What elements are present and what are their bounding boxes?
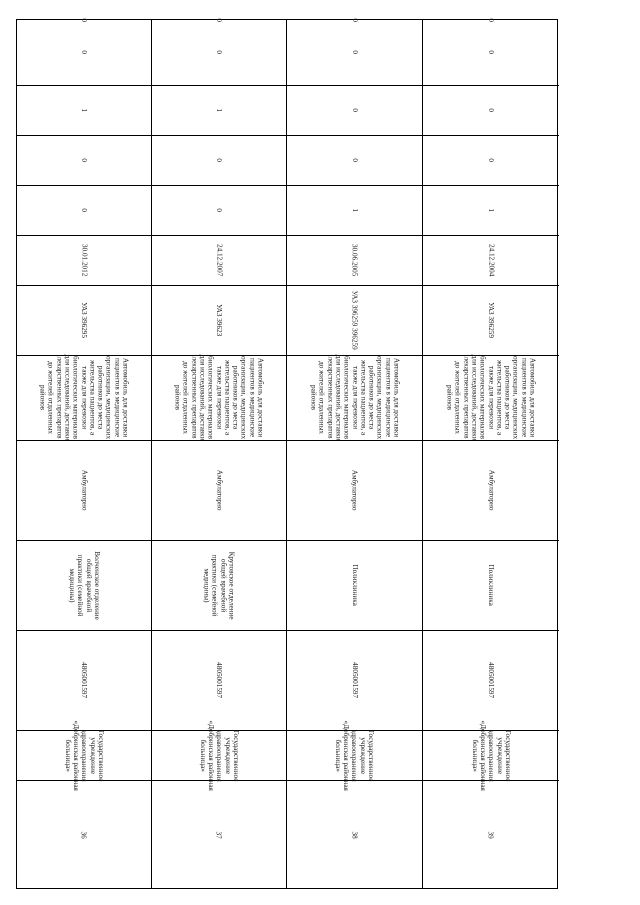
cell-count-2-text: 0 (350, 158, 359, 163)
cell-department (287, 540, 422, 630)
cell-vehicle-model-text: УАЗ 39623 (215, 304, 224, 337)
cell-purpose-text: Автомобиль для доставки пациентов в медицинские организации, медицинских работников до места жительства пациентов, а также для перевозки биологических материалов для исследований, доставки лекарственных препаратов до жителей отдаленных районов (309, 355, 401, 441)
cell-count-4 (423, 20, 559, 85)
cell-date-text: 24.12.2007 (215, 244, 224, 277)
cell-inn (152, 630, 286, 730)
cell-inn-text: 4805001597 (80, 662, 89, 699)
cell-count-5-text: 0 (80, 18, 89, 22)
cell-count-1 (287, 185, 422, 235)
table-row (152, 20, 287, 888)
cell-care-type (423, 440, 559, 540)
cell-count-3 (287, 85, 422, 135)
cell-number-text: 38 (350, 831, 359, 840)
cell-purpose (423, 355, 559, 440)
cell-department-text: Крутовское отделение общей врачебной практики (семейной медицины) (202, 551, 236, 620)
cell-count-3-text: 1 (80, 108, 89, 113)
cell-purpose-text: Автомобиль для доставки пациентов в медицинские организации, медицинских работников до места жительства пациентов, а также для перевозки биологических материалов для исследований, доставки лекарственных препаратов до жителей отдаленных районов (173, 355, 265, 441)
cell-organization (152, 720, 286, 791)
cell-count-2 (423, 135, 559, 185)
cell-count-1-text: 1 (350, 208, 359, 213)
cell-count-5-text: 0 (215, 18, 224, 22)
cell-count-2-text: 0 (215, 158, 224, 163)
cell-organization (423, 720, 559, 791)
cell-number (152, 780, 286, 890)
cell-number-text: 36 (80, 831, 89, 840)
cell-count-2-text: 0 (487, 158, 496, 163)
cell-date-text: 30.06.2005 (350, 244, 359, 277)
cell-department-text: Поликлиника (487, 564, 496, 607)
cell-date (423, 235, 559, 285)
cell-inn (423, 630, 559, 730)
cell-department (17, 540, 151, 630)
cell-care-type-text: Амбулаторно (487, 470, 496, 511)
cell-number (17, 780, 151, 890)
cell-date-text: 24.12.2004 (487, 244, 496, 277)
cell-number-text: 37 (215, 831, 224, 840)
cell-count-4 (17, 20, 151, 85)
cell-count-4 (152, 20, 286, 85)
cell-date (152, 235, 286, 285)
cell-care-type-text: Амбулаторно (80, 470, 89, 511)
cell-inn-text: 4805001597 (350, 662, 359, 699)
cell-care-type (287, 440, 422, 540)
cell-count-3-text: 1 (215, 108, 224, 113)
cell-date (287, 235, 422, 285)
cell-inn-text: 4805001597 (487, 662, 496, 699)
cell-care-type (152, 440, 286, 540)
cell-count-2 (152, 135, 286, 185)
cell-count-5-text: 0 (487, 18, 496, 22)
cell-count-3 (17, 85, 151, 135)
cell-vehicle-model-text: УАЗ 396259 396259 (350, 290, 359, 351)
table-row (287, 20, 423, 888)
cell-organization (287, 720, 422, 791)
cell-count-4-text: 0 (487, 50, 496, 55)
cell-care-type-text: Амбулаторно (215, 470, 224, 511)
cell-count-3-text: 0 (487, 108, 496, 113)
table-row (423, 20, 559, 888)
cell-vehicle-model (423, 285, 559, 355)
cell-organization-text: Государственное учреждение здравоохранения «Добринская районная больница» (334, 720, 376, 791)
cell-count-2-text: 0 (80, 158, 89, 163)
cell-count-1-text: 0 (215, 208, 224, 213)
cell-count-1 (423, 185, 559, 235)
cell-count-2 (287, 135, 422, 185)
cell-date (17, 235, 151, 285)
cell-inn (17, 630, 151, 730)
cell-department-text: Волченское отделение общей врачебной практики (семейной медицины) (67, 551, 101, 620)
table-row (17, 20, 152, 888)
cell-inn-text: 4805001597 (215, 662, 224, 699)
cell-count-4-text: 0 (215, 50, 224, 55)
cell-purpose (287, 355, 422, 440)
cell-count-1-text: 1 (487, 208, 496, 213)
cell-date-text: 30.01.2012 (80, 244, 89, 277)
cell-count-4 (287, 20, 422, 85)
cell-vehicle-model (287, 285, 422, 355)
cell-inn (287, 630, 422, 730)
cell-number-text: 39 (487, 831, 496, 840)
cell-count-4-text: 0 (80, 50, 89, 55)
cell-organization-text: Государственное учреждение здравоохранения «Добринская районная больница» (198, 720, 240, 791)
cell-purpose-text: Автомобиль для доставки пациентов в медицинские организации, медицинских работников до места жительства пациентов, а также для перевозки биологических материалов для исследований, доставки лекарственных препаратов до жителей отдаленных районов (445, 355, 537, 441)
cell-department (152, 540, 286, 630)
cell-purpose-text: Автомобиль для доставки пациентов в медицинские организации, медицинских работников до места жительства пациентов, а также для перевозки биологических материалов для исследований, доставки лекарственных препаратов до жителей отдаленных районов (38, 355, 130, 441)
cell-vehicle-model-text: УАЗ 396259 (487, 302, 496, 339)
cell-count-1 (152, 185, 286, 235)
vehicle-table (16, 19, 558, 889)
cell-count-1-text: 0 (80, 208, 89, 213)
cell-vehicle-model (152, 285, 286, 355)
cell-number (287, 780, 422, 890)
cell-count-3 (152, 85, 286, 135)
cell-count-3-text: 0 (350, 108, 359, 113)
cell-care-type-text: Амбулаторно (350, 470, 359, 511)
cell-organization-text: Государственное учреждение здравоохранения «Добринская районная больница» (63, 720, 105, 791)
cell-count-2 (17, 135, 151, 185)
cell-department-text: Поликлиника (350, 564, 359, 607)
cell-purpose (152, 355, 286, 440)
cell-count-5-text: 0 (350, 18, 359, 22)
cell-count-4-text: 0 (350, 50, 359, 55)
cell-count-1 (17, 185, 151, 235)
cell-number (423, 780, 559, 890)
cell-vehicle-model (17, 285, 151, 355)
cell-purpose (17, 355, 151, 440)
cell-organization-text: Государственное учреждение здравоохранения «Добринская районная больница» (470, 720, 512, 791)
cell-organization (17, 720, 151, 791)
cell-care-type (17, 440, 151, 540)
cell-department (423, 540, 559, 630)
cell-count-3 (423, 85, 559, 135)
cell-vehicle-model-text: УАЗ 396295 (80, 302, 89, 339)
